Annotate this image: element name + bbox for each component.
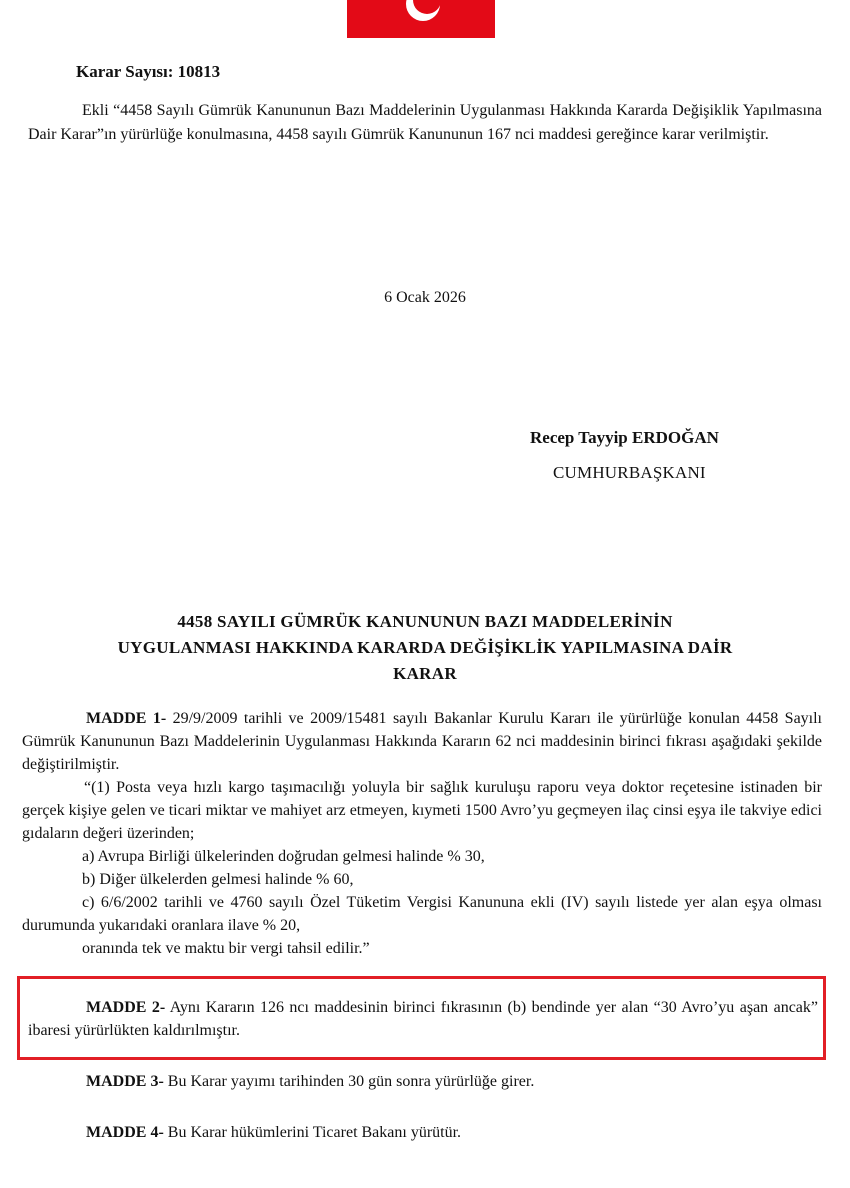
article-1-label: MADDE 1- [86, 710, 167, 727]
decree-title-line-3: KARAR [393, 664, 457, 683]
article-1-text: 29/9/2009 tarihli ve 2009/15481 sayılı Bakanlar Kurulu Kararı ile yürürlüğe konulan 4458 Sayılı Gümrük Kanununun Bazı Maddelerinin Uygulanması Hakkında Kararın 62 nci maddesinin birinci fıkrası aşağıdaki şekilde değiştirilmiştir. [22, 710, 822, 773]
signatory-name: Recep Tayyip ERDOĞAN [530, 428, 719, 447]
article-1 [22, 707, 822, 960]
article-1-quote: “(1) Posta veya hızlı kargo taşımacılığı yoluyla bir sağlık kuruluşu raporu veya doktor reçetesine istinaden bir gerçek kişiye gelen ve ticari miktar ve mahiyet arz etmeyen, kıymeti 1500 Avro’yu geçmeyen ilaç cinsi eşya ile takviye edici gıdaların değeri üzerinden; [22, 779, 822, 842]
article-2-label: MADDE 2- [86, 999, 166, 1016]
article-1-closing: oranında tek ve maktu bir vergi tahsil edilir.” [82, 940, 370, 957]
intro-text: Ekli “4458 Sayılı Gümrük Kanununun Bazı Maddelerinin Uygulanması Hakkında Kararda Değişiklik Yapılmasına Dair Karar”ın yürürlüğe konulmasına, 4458 sayılı Gümrük Kanununun 167 nci maddesi gereğince karar verilmiştir. [28, 102, 822, 143]
article-1-item-a: a) Avrupa Birliği ülkelerinden doğrudan gelmesi halinde % 30, [82, 848, 485, 865]
decision-number: Karar Sayısı: 10813 [76, 62, 221, 81]
article-4 [86, 1121, 461, 1144]
signatory-title: CUMHURBAŞKANI [553, 463, 706, 482]
decree-title-line-2: UYGULANMASI HAKKINDA KARARDA DEĞİŞİKLİK YAPILMASINA DAİR [117, 638, 733, 657]
article-1-item-b: b) Diğer ülkelerden gelmesi halinde % 60, [82, 871, 354, 888]
article-3 [86, 1070, 534, 1093]
article-2 [28, 996, 818, 1042]
decree-title-line-1: 4458 SAYILI GÜMRÜK KANUNUNUN BAZI MADDELERİNİN [177, 612, 673, 631]
article-2-paragraph [28, 996, 818, 1042]
article-4-label: MADDE 4- [86, 1124, 164, 1141]
intro-paragraph [28, 99, 822, 146]
article-4-text: Bu Karar hükümlerini Ticaret Bakanı yürütür. [163, 1124, 462, 1141]
decree-title [30, 609, 820, 687]
article-2-text: Aynı Kararın 126 ncı maddesinin birinci fıkrasının (b) bendinde yer alan “30 Avro’yu aşan ancak” ibaresi yürürlükten kaldırılmıştır. [28, 999, 819, 1039]
article-3-text: Bu Karar yayımı tarihinden 30 gün sonra yürürlüğe girer. [163, 1073, 535, 1090]
article-1-paragraph [22, 707, 822, 776]
decree-date: 6 Ocak 2026 [384, 289, 466, 306]
article-1-item-c: c) 6/6/2002 tarihli ve 4760 sayılı Özel Tüketim Vergisi Kanununa ekli (IV) sayılı listede yer alan eşya olması durumunda yukarıdaki oranlara ilave % 20, [22, 894, 822, 934]
article-3-label: MADDE 3- [86, 1073, 164, 1090]
